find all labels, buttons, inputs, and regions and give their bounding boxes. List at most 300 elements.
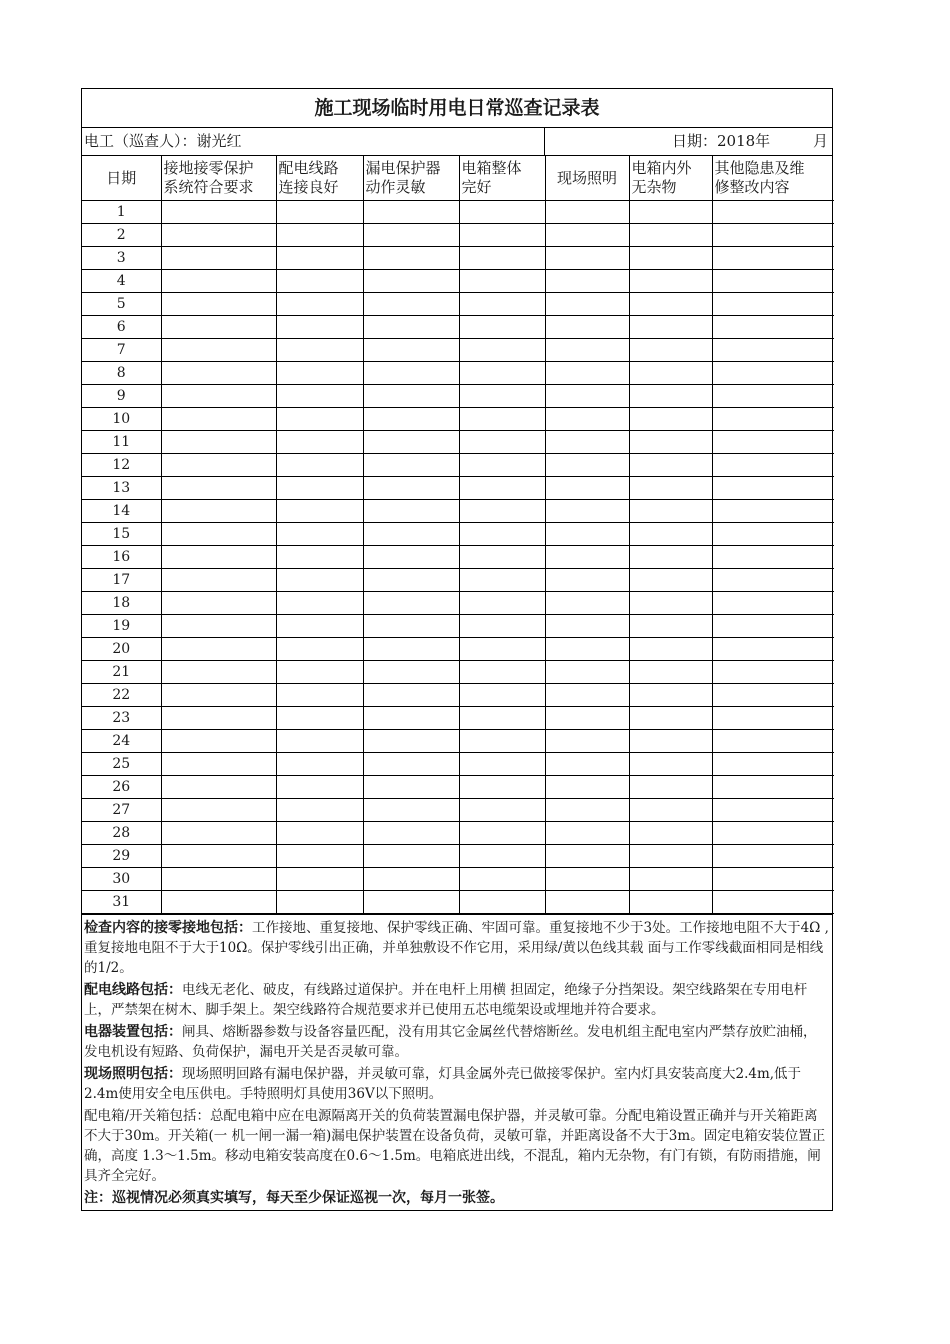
day-number: 4 xyxy=(82,270,161,293)
note-distribution-box: 配电箱/开关箱包括：总配电箱中应在电源隔离开关的负荷装置漏电保护器，并灵敏可靠。分配电箱设置正确并与开关箱距离不大于30m。开关箱(一 机一闸一漏一箱)漏电保护装置在设备负荷，灵敏可靠，并距离设备不大于3m。固定电箱安装位置正确，高度 1.3～1.5m。移动电箱安装高度在0.6～1.5m。电箱底进出线，不混乱，箱内无杂物，有门有锁，有防雨措施，闸具齐全完好。 xyxy=(84,1108,826,1184)
box-cell[interactable] xyxy=(459,615,545,638)
hazard-cell[interactable] xyxy=(712,316,834,339)
wiring-cell[interactable] xyxy=(276,500,363,523)
header-row xyxy=(82,156,834,201)
hazard-cell[interactable] xyxy=(712,684,834,707)
lighting-cell[interactable] xyxy=(545,661,629,684)
grounding-cell[interactable] xyxy=(161,776,276,799)
lighting-cell[interactable] xyxy=(545,845,629,868)
wiring-cell[interactable] xyxy=(276,385,363,408)
lighting-cell[interactable] xyxy=(545,891,629,914)
leakage-cell[interactable] xyxy=(363,477,459,500)
wiring-cell[interactable] xyxy=(276,753,363,776)
clean-cell[interactable] xyxy=(629,730,712,753)
wiring-cell[interactable] xyxy=(276,316,363,339)
grounding-cell[interactable] xyxy=(161,753,276,776)
grounding-cell[interactable] xyxy=(161,569,276,592)
leakage-cell[interactable] xyxy=(363,408,459,431)
hazard-cell[interactable] xyxy=(712,707,834,730)
clean-cell[interactable] xyxy=(629,822,712,845)
lighting-cell[interactable] xyxy=(545,776,629,799)
leakage-cell[interactable] xyxy=(363,592,459,615)
wiring-cell[interactable] xyxy=(276,339,363,362)
grounding-cell[interactable] xyxy=(161,615,276,638)
box-cell[interactable] xyxy=(459,454,545,477)
box-cell[interactable] xyxy=(459,247,545,270)
leakage-cell[interactable] xyxy=(363,799,459,822)
clean-cell[interactable] xyxy=(629,891,712,914)
day-number: 9 xyxy=(82,385,161,408)
day-number: 1 xyxy=(82,201,161,224)
clean-cell[interactable] xyxy=(629,845,712,868)
clean-cell[interactable] xyxy=(629,247,712,270)
note-grounding: 检查内容的接零接地包括：工作接地、重复接地、保护零线正确、牢固可靠。重复接地不少于3处。工作接地电阻不大于4Ω ,重复接地电阻不于大于10Ω。保护零线引出正确，并单独敷设不作它用，采用绿/黄以色线其载 面与工作零线截面相同是相线的1/2。 xyxy=(84,920,829,976)
clean-cell[interactable] xyxy=(629,362,712,385)
wiring-cell[interactable] xyxy=(276,454,363,477)
box-cell[interactable] xyxy=(459,822,545,845)
box-cell[interactable] xyxy=(459,477,545,500)
box-cell[interactable] xyxy=(459,845,545,868)
hazard-cell[interactable] xyxy=(712,891,834,914)
leakage-cell[interactable] xyxy=(363,316,459,339)
grounding-cell[interactable] xyxy=(161,408,276,431)
day-number: 14 xyxy=(82,500,161,523)
wiring-cell[interactable] xyxy=(276,891,363,914)
box-cell[interactable] xyxy=(459,753,545,776)
day-number: 12 xyxy=(82,454,161,477)
lighting-cell[interactable] xyxy=(545,477,629,500)
grounding-cell[interactable] xyxy=(161,247,276,270)
grounding-cell[interactable] xyxy=(161,822,276,845)
day-number: 30 xyxy=(82,868,161,891)
day-row xyxy=(82,868,834,891)
leakage-cell[interactable] xyxy=(363,569,459,592)
day-row xyxy=(82,730,834,753)
header-grounding: 接地接零保护 系统符合要求 xyxy=(161,156,276,201)
note-wiring: 配电线路包括：电线无老化、破皮，有线路过道保护。并在电杆上用横 担固定，绝缘子分挡架设。架空线路架在专用电杆上，严禁架在树木、脚手架上。架空线路符合规范要求并已使用五芯电缆架设或埋地并符合要求。 xyxy=(84,982,808,1018)
clean-cell[interactable] xyxy=(629,270,712,293)
clean-cell[interactable] xyxy=(629,661,712,684)
box-cell[interactable] xyxy=(459,201,545,224)
grounding-cell[interactable] xyxy=(161,362,276,385)
clean-cell[interactable] xyxy=(629,316,712,339)
grounding-cell[interactable] xyxy=(161,523,276,546)
wiring-cell[interactable] xyxy=(276,247,363,270)
grounding-cell[interactable] xyxy=(161,707,276,730)
leakage-cell[interactable] xyxy=(363,822,459,845)
box-cell[interactable] xyxy=(459,270,545,293)
day-number: 16 xyxy=(82,546,161,569)
day-rows xyxy=(82,201,834,914)
box-cell[interactable] xyxy=(459,339,545,362)
day-number: 25 xyxy=(82,753,161,776)
lighting-cell[interactable] xyxy=(545,270,629,293)
grounding-cell[interactable] xyxy=(161,799,276,822)
lighting-cell[interactable] xyxy=(545,247,629,270)
box-cell[interactable] xyxy=(459,661,545,684)
clean-cell[interactable] xyxy=(629,224,712,247)
header-electric-box: 电箱整体 完好 xyxy=(459,156,545,201)
lighting-cell[interactable] xyxy=(545,385,629,408)
wiring-cell[interactable] xyxy=(276,408,363,431)
day-row xyxy=(82,684,834,707)
lighting-cell[interactable] xyxy=(545,201,629,224)
leakage-cell[interactable] xyxy=(363,868,459,891)
day-row xyxy=(82,431,834,454)
grounding-cell[interactable] xyxy=(161,201,276,224)
lighting-cell[interactable] xyxy=(545,822,629,845)
day-number: 20 xyxy=(82,638,161,661)
box-cell[interactable] xyxy=(459,316,545,339)
day-row xyxy=(82,224,834,247)
wiring-cell[interactable] xyxy=(276,845,363,868)
box-cell[interactable] xyxy=(459,730,545,753)
grounding-cell[interactable] xyxy=(161,454,276,477)
hazard-cell[interactable] xyxy=(712,661,834,684)
hazard-cell[interactable] xyxy=(712,868,834,891)
clean-cell[interactable] xyxy=(629,293,712,316)
lighting-cell[interactable] xyxy=(545,546,629,569)
day-row xyxy=(82,339,834,362)
box-cell[interactable] xyxy=(459,891,545,914)
lighting-cell[interactable] xyxy=(545,730,629,753)
lighting-cell[interactable] xyxy=(545,615,629,638)
day-number: 23 xyxy=(82,707,161,730)
hazard-cell[interactable] xyxy=(712,822,834,845)
note-lighting: 现场照明包括：现场照明回路有漏电保护器，并灵敏可靠，灯具金属外壳已做接零保护。室内灯具安装高度大2.4m,低于2.4m使用安全电压供电。手特照明灯具使用36V以下照明。 xyxy=(84,1066,802,1102)
day-row xyxy=(82,707,834,730)
inspector-field: 电工（巡查人）：谢光红 xyxy=(82,128,545,155)
day-row xyxy=(82,247,834,270)
lighting-cell[interactable] xyxy=(545,293,629,316)
leakage-cell[interactable] xyxy=(363,293,459,316)
leakage-cell[interactable] xyxy=(363,707,459,730)
hazard-cell[interactable] xyxy=(712,730,834,753)
wiring-cell[interactable] xyxy=(276,868,363,891)
leakage-cell[interactable] xyxy=(363,431,459,454)
day-row xyxy=(82,316,834,339)
day-row xyxy=(82,845,834,868)
day-number: 10 xyxy=(82,408,161,431)
clean-cell[interactable] xyxy=(629,684,712,707)
note-electrical-devices: 电器装置包括：闸具、熔断器参数与设备容量匹配，没有用其它金属丝代替熔断丝。发电机组主配电室内严禁存放贮油桶，发电机设有短路、负荷保护，漏电开关是否灵敏可靠。 xyxy=(84,1024,817,1060)
grounding-cell[interactable] xyxy=(161,477,276,500)
day-row xyxy=(82,201,834,224)
clean-cell[interactable] xyxy=(629,799,712,822)
grounding-cell[interactable] xyxy=(161,661,276,684)
box-cell[interactable] xyxy=(459,569,545,592)
grounding-cell[interactable] xyxy=(161,592,276,615)
leakage-cell[interactable] xyxy=(363,270,459,293)
hazard-cell[interactable] xyxy=(712,270,834,293)
wiring-cell[interactable] xyxy=(276,592,363,615)
lighting-cell[interactable] xyxy=(545,684,629,707)
day-row xyxy=(82,638,834,661)
clean-cell[interactable] xyxy=(629,592,712,615)
box-cell[interactable] xyxy=(459,293,545,316)
day-number: 13 xyxy=(82,477,161,500)
hazard-cell[interactable] xyxy=(712,592,834,615)
leakage-cell[interactable] xyxy=(363,661,459,684)
leakage-cell[interactable] xyxy=(363,684,459,707)
leakage-cell[interactable] xyxy=(363,224,459,247)
wiring-cell[interactable] xyxy=(276,224,363,247)
day-row xyxy=(82,500,834,523)
hazard-cell[interactable] xyxy=(712,523,834,546)
clean-cell[interactable] xyxy=(629,868,712,891)
form-title: 施工现场临时用电日常巡查记录表 xyxy=(82,89,832,128)
clean-cell[interactable] xyxy=(629,201,712,224)
day-number: 29 xyxy=(82,845,161,868)
lighting-cell[interactable] xyxy=(545,569,629,592)
wiring-cell[interactable] xyxy=(276,776,363,799)
wiring-cell[interactable] xyxy=(276,822,363,845)
box-cell[interactable] xyxy=(459,799,545,822)
wiring-cell[interactable] xyxy=(276,477,363,500)
wiring-cell[interactable] xyxy=(276,270,363,293)
lighting-cell[interactable] xyxy=(545,592,629,615)
hazard-cell[interactable] xyxy=(712,431,834,454)
box-cell[interactable] xyxy=(459,546,545,569)
day-number: 6 xyxy=(82,316,161,339)
lighting-cell[interactable] xyxy=(545,638,629,661)
grounding-cell[interactable] xyxy=(161,845,276,868)
lighting-cell[interactable] xyxy=(545,868,629,891)
hazard-cell[interactable] xyxy=(712,408,834,431)
header-leakage-protector: 漏电保护器 动作灵敏 xyxy=(363,156,459,201)
hazard-cell[interactable] xyxy=(712,753,834,776)
day-number: 21 xyxy=(82,661,161,684)
hazard-cell[interactable] xyxy=(712,799,834,822)
leakage-cell[interactable] xyxy=(363,362,459,385)
wiring-cell[interactable] xyxy=(276,661,363,684)
box-cell[interactable] xyxy=(459,707,545,730)
leakage-cell[interactable] xyxy=(363,385,459,408)
day-row xyxy=(82,776,834,799)
clean-cell[interactable] xyxy=(629,500,712,523)
footer-note: 注：巡视情况必须真实填写，每天至少保证巡视一次，每月一张签。 xyxy=(84,1190,504,1206)
header-box-clean: 电箱内外 无杂物 xyxy=(629,156,712,201)
hazard-cell[interactable] xyxy=(712,201,834,224)
hazard-cell[interactable] xyxy=(712,500,834,523)
clean-cell[interactable] xyxy=(629,753,712,776)
day-number: 28 xyxy=(82,822,161,845)
leakage-cell[interactable] xyxy=(363,753,459,776)
day-row xyxy=(82,799,834,822)
hazard-cell[interactable] xyxy=(712,477,834,500)
lighting-cell[interactable] xyxy=(545,500,629,523)
clean-cell[interactable] xyxy=(629,339,712,362)
day-row xyxy=(82,408,834,431)
wiring-cell[interactable] xyxy=(276,362,363,385)
wiring-cell[interactable] xyxy=(276,201,363,224)
hazard-cell[interactable] xyxy=(712,454,834,477)
day-row xyxy=(82,822,834,845)
day-number: 18 xyxy=(82,592,161,615)
lighting-cell[interactable] xyxy=(545,408,629,431)
box-cell[interactable] xyxy=(459,523,545,546)
clean-cell[interactable] xyxy=(629,615,712,638)
grounding-cell[interactable] xyxy=(161,730,276,753)
leakage-cell[interactable] xyxy=(363,500,459,523)
box-cell[interactable] xyxy=(459,776,545,799)
clean-cell[interactable] xyxy=(629,477,712,500)
wiring-cell[interactable] xyxy=(276,707,363,730)
inspection-table xyxy=(82,156,834,914)
clean-cell[interactable] xyxy=(629,385,712,408)
day-number: 19 xyxy=(82,615,161,638)
lighting-cell[interactable] xyxy=(545,339,629,362)
box-cell[interactable] xyxy=(459,684,545,707)
grounding-cell[interactable] xyxy=(161,339,276,362)
wiring-cell[interactable] xyxy=(276,523,363,546)
lighting-cell[interactable] xyxy=(545,454,629,477)
grounding-cell[interactable] xyxy=(161,868,276,891)
day-row xyxy=(82,477,834,500)
day-row xyxy=(82,546,834,569)
day-number: 22 xyxy=(82,684,161,707)
clean-cell[interactable] xyxy=(629,454,712,477)
day-number: 3 xyxy=(82,247,161,270)
day-number: 17 xyxy=(82,569,161,592)
day-row xyxy=(82,753,834,776)
day-number: 5 xyxy=(82,293,161,316)
box-cell[interactable] xyxy=(459,868,545,891)
leakage-cell[interactable] xyxy=(363,891,459,914)
grounding-cell[interactable] xyxy=(161,891,276,914)
hazard-cell[interactable] xyxy=(712,569,834,592)
box-cell[interactable] xyxy=(459,362,545,385)
day-row xyxy=(82,661,834,684)
hazard-cell[interactable] xyxy=(712,224,834,247)
box-cell[interactable] xyxy=(459,638,545,661)
wiring-cell[interactable] xyxy=(276,431,363,454)
clean-cell[interactable] xyxy=(629,569,712,592)
leakage-cell[interactable] xyxy=(363,730,459,753)
day-number: 8 xyxy=(82,362,161,385)
lighting-cell[interactable] xyxy=(545,431,629,454)
day-number: 31 xyxy=(82,891,161,914)
leakage-cell[interactable] xyxy=(363,523,459,546)
day-number: 27 xyxy=(82,799,161,822)
grounding-cell[interactable] xyxy=(161,500,276,523)
hazard-cell[interactable] xyxy=(712,385,834,408)
header-wiring: 配电线路 连接良好 xyxy=(276,156,363,201)
hazard-cell[interactable] xyxy=(712,362,834,385)
grounding-cell[interactable] xyxy=(161,293,276,316)
leakage-cell[interactable] xyxy=(363,201,459,224)
wiring-cell[interactable] xyxy=(276,293,363,316)
date-field xyxy=(545,128,832,155)
inspection-form xyxy=(81,88,833,1211)
wiring-cell[interactable] xyxy=(276,569,363,592)
lighting-cell[interactable] xyxy=(545,224,629,247)
hazard-cell[interactable] xyxy=(712,293,834,316)
clean-cell[interactable] xyxy=(629,776,712,799)
clean-cell[interactable] xyxy=(629,408,712,431)
grounding-cell[interactable] xyxy=(161,546,276,569)
lighting-cell[interactable] xyxy=(545,799,629,822)
lighting-cell[interactable] xyxy=(545,753,629,776)
grounding-cell[interactable] xyxy=(161,385,276,408)
day-row xyxy=(82,569,834,592)
leakage-cell[interactable] xyxy=(363,546,459,569)
leakage-cell[interactable] xyxy=(363,615,459,638)
day-row xyxy=(82,270,834,293)
box-cell[interactable] xyxy=(459,408,545,431)
lighting-cell[interactable] xyxy=(545,362,629,385)
clean-cell[interactable] xyxy=(629,523,712,546)
day-row xyxy=(82,891,834,914)
box-cell[interactable] xyxy=(459,385,545,408)
notes-section xyxy=(82,914,832,1210)
day-row xyxy=(82,615,834,638)
day-number: 7 xyxy=(82,339,161,362)
clean-cell[interactable] xyxy=(629,707,712,730)
grounding-cell[interactable] xyxy=(161,270,276,293)
grounding-cell[interactable] xyxy=(161,431,276,454)
hazard-cell[interactable] xyxy=(712,247,834,270)
hazard-cell[interactable] xyxy=(712,615,834,638)
day-number: 24 xyxy=(82,730,161,753)
day-row xyxy=(82,454,834,477)
day-row xyxy=(82,362,834,385)
hazard-cell[interactable] xyxy=(712,776,834,799)
lighting-cell[interactable] xyxy=(545,707,629,730)
leakage-cell[interactable] xyxy=(363,454,459,477)
day-row xyxy=(82,293,834,316)
month-label: 月 xyxy=(812,132,828,150)
header-lighting: 现场照明 xyxy=(545,156,629,201)
box-cell[interactable] xyxy=(459,500,545,523)
grounding-cell[interactable] xyxy=(161,638,276,661)
grounding-cell[interactable] xyxy=(161,224,276,247)
lighting-cell[interactable] xyxy=(545,316,629,339)
leakage-cell[interactable] xyxy=(363,845,459,868)
grounding-cell[interactable] xyxy=(161,316,276,339)
clean-cell[interactable] xyxy=(629,638,712,661)
leakage-cell[interactable] xyxy=(363,776,459,799)
box-cell[interactable] xyxy=(459,592,545,615)
day-row xyxy=(82,592,834,615)
hazard-cell[interactable] xyxy=(712,638,834,661)
day-number: 26 xyxy=(82,776,161,799)
header-date: 日期 xyxy=(82,156,161,201)
day-row xyxy=(82,385,834,408)
clean-cell[interactable] xyxy=(629,546,712,569)
wiring-cell[interactable] xyxy=(276,615,363,638)
box-cell[interactable] xyxy=(459,431,545,454)
day-number: 2 xyxy=(82,224,161,247)
hazard-cell[interactable] xyxy=(712,845,834,868)
wiring-cell[interactable] xyxy=(276,546,363,569)
info-row xyxy=(82,128,832,156)
lighting-cell[interactable] xyxy=(545,523,629,546)
hazard-cell[interactable] xyxy=(712,339,834,362)
leakage-cell[interactable] xyxy=(363,339,459,362)
hazard-cell[interactable] xyxy=(712,546,834,569)
wiring-cell[interactable] xyxy=(276,684,363,707)
clean-cell[interactable] xyxy=(629,431,712,454)
wiring-cell[interactable] xyxy=(276,730,363,753)
wiring-cell[interactable] xyxy=(276,799,363,822)
date-label: 日期：2018年 xyxy=(672,132,771,150)
grounding-cell[interactable] xyxy=(161,684,276,707)
leakage-cell[interactable] xyxy=(363,247,459,270)
wiring-cell[interactable] xyxy=(276,638,363,661)
leakage-cell[interactable] xyxy=(363,638,459,661)
box-cell[interactable] xyxy=(459,224,545,247)
